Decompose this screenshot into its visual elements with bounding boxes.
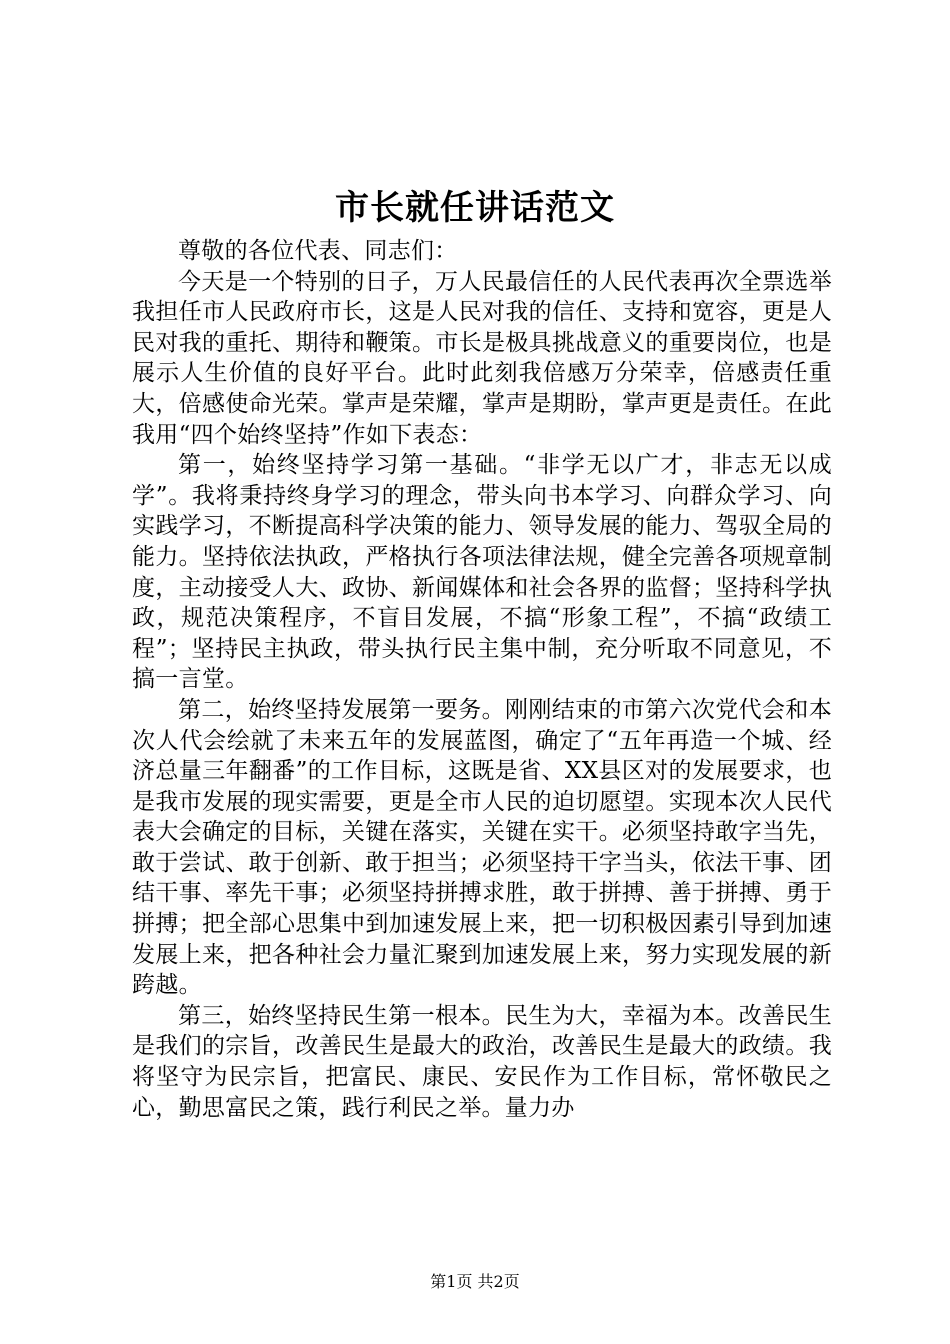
paragraph-first: 第一，始终坚持学习第一基础。“非学无以广才，非志无以成学”。我将秉持终身学习的理念，带头向书本学习、向群众学习、向实践学习，不断提高科学决策的能力、领导发展的能力、驾驭全局的能力。坚持依法执政，严格执行各项法律法规，健全完善各项规章制度，主动接受人大、政协、新闻媒体和社会各界的监督；坚持科学执政，规范决策程序，不盲目发展，不搞“形象工程”，不搞“政绩工程”；坚持民主执政，带头执行民主集中制，充分听取不同意见，不搞一言堂。 <box>132 452 832 693</box>
document-title: 市长就任讲话范文 <box>335 188 615 228</box>
paragraph-second: 第二，始终坚持发展第一要务。刚刚结束的市第六次党代会和本次人代会绘就了未来五年的发展蓝图，确定了“五年再造一个城、经济总量三年翻番”的工作目标，这既是省、XX县区对的发展要求，也是我市发展的现实需要，更是全市人民的迫切愿望。实现本次人民代表大会确定的目标，关键在落实，关键在实干。必须坚持敢字当先，敢于尝试、敢于创新、敢于担当；必须坚持干字当头，依法干事、团结干事、率先干事；必须坚持拼搏求胜，敢于拼搏、善于拼搏、勇于拼搏；把全部心思集中到加速发展上来，把一切积极因素引导到加速发展上来，把各种社会力量汇聚到加速发展上来，努力实现发展的新跨越。 <box>132 696 832 999</box>
page-footer: 第1页 共2页 <box>430 1272 520 1291</box>
paragraph-intro: 今天是一个特别的日子，万人民最信任的人民代表再次全票选举我担任市人民政府市长，这是人民对我的信任、支持和宽容，更是人民对我的重托、期待和鞭策。市长是极具挑战意义的重要岗位，也是展示人生价值的良好平台。此时此刻我倍感万分荣幸，倍感责任重大，倍感使命光荣。掌声是荣耀，掌声是期盼，掌声更是责任。在此我用“四个始终坚持”作如下表态： <box>132 268 832 448</box>
paragraph-third: 第三，始终坚持民生第一根本。民生为大，幸福为本。改善民生是我们的宗旨，改善民生是最大的政治，改善民生是最大的政绩。我将坚守为民宗旨，把富民、康民、安民作为工作目标，常怀敬民之心，勤思富民之策，践行利民之举。量力办 <box>132 1002 832 1121</box>
salutation: 尊敬的各位代表、同志们： <box>178 238 458 264</box>
document-body <box>132 236 832 1123</box>
